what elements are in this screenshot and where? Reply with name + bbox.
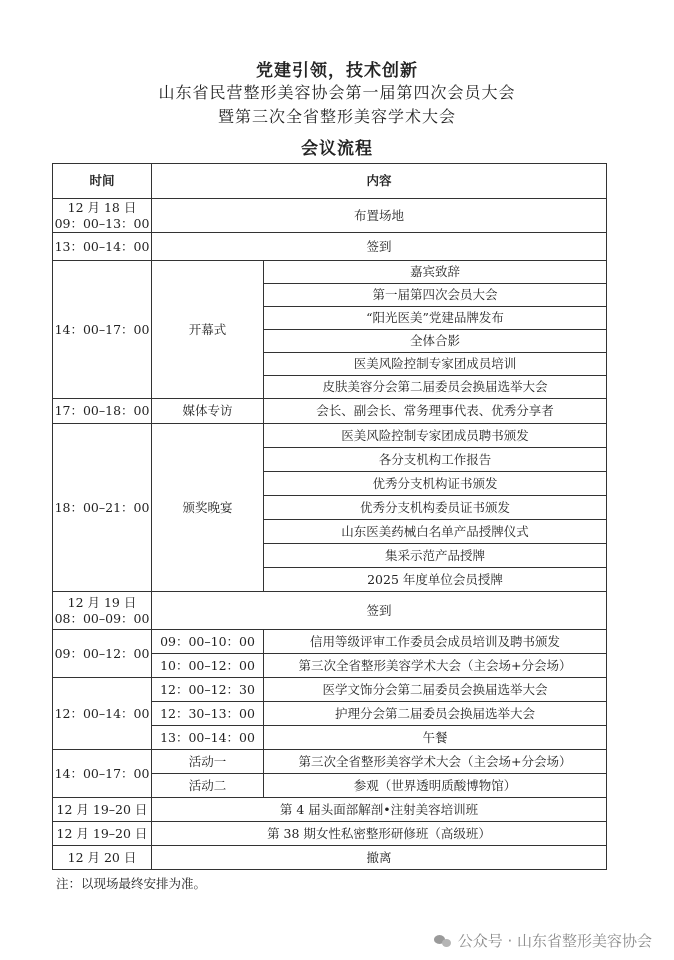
time-cell: 17：00–18：00 [53, 399, 152, 424]
wechat-icon [434, 934, 452, 948]
content-cell: 第 4 届头面部解剖•注射美容培训班 [152, 798, 607, 822]
content-cell: 全体合影 [264, 330, 607, 353]
session-label: 开幕式 [152, 261, 264, 399]
content-cell: 午餐 [264, 726, 607, 750]
meeting-subtitle: 暨第三次全省整形美容学术大会 [217, 107, 456, 126]
time-cell: 18：00–21：00 [53, 424, 152, 592]
watermark [434, 930, 652, 951]
sub-time-cell: 12：30–13：00 [152, 702, 264, 726]
time-cell: 14：00–17：00 [53, 261, 152, 399]
table-row [53, 798, 607, 822]
time-cell: 09：00–12：00 [53, 630, 152, 678]
content-cell: “阳光医美”党建品牌发布 [264, 307, 607, 330]
table-row [53, 822, 607, 846]
watermark-text: 公众号 · 山东省整形美容协会 [457, 932, 652, 950]
table-row [53, 678, 607, 702]
content-cell: 医美风险控制专家团成员培训 [264, 353, 607, 376]
content-cell: 签到 [152, 233, 607, 261]
content-cell: 优秀分支机构委员证书颁发 [264, 496, 607, 520]
content-cell: 第三次全省整形美容学术大会（主会场+分会场） [264, 654, 607, 678]
sub-time-cell: 10：00–12：00 [152, 654, 264, 678]
header-content: 内容 [152, 164, 607, 199]
meeting-title: 山东省民营整形美容协会第一届第四次会员大会 [158, 83, 516, 102]
table-row [53, 261, 607, 284]
content-cell: 医美风险控制专家团成员聘书颁发 [264, 424, 607, 448]
table-row [53, 592, 607, 630]
content-cell: 各分支机构工作报告 [264, 448, 607, 472]
time-cell: 12：00–14：00 [53, 678, 152, 750]
table-row [53, 199, 607, 233]
session-label: 媒体专访 [152, 399, 264, 424]
table-row [53, 630, 607, 654]
table-header-row [53, 164, 607, 199]
sub-time-cell: 13：00–14：00 [152, 726, 264, 750]
time-cell: 12 月 20 日 [53, 846, 152, 870]
content-cell: 参观（世界透明质酸博物馆） [264, 774, 607, 798]
sub-time-cell: 活动一 [152, 750, 264, 774]
content-cell: 会长、副会长、常务理事代表、优秀分享者 [264, 399, 607, 424]
content-cell: 嘉宾致辞 [264, 261, 607, 284]
header-time: 时间 [53, 164, 152, 199]
time-cell: 13：00–14：00 [53, 233, 152, 261]
table-row [53, 399, 607, 424]
content-cell: 山东医美药械白名单产品授牌仪式 [264, 520, 607, 544]
table-row [53, 424, 607, 448]
sub-time-cell: 09：00–10：00 [152, 630, 264, 654]
time-cell: 12 月 18 日 09：00–13：00 [53, 199, 152, 233]
content-cell: 2025 年度单位会员授牌 [264, 568, 607, 592]
content-cell: 撤离 [152, 846, 607, 870]
footnote: 注：以现场最终安排为准。 [56, 876, 207, 891]
time-cell: 12 月 19 日 08：00–09：00 [53, 592, 152, 630]
content-cell: 护理分会第二届委员会换届选举大会 [264, 702, 607, 726]
content-cell: 签到 [152, 592, 607, 630]
content-cell: 第 38 期女性私密整形研修班（高级班） [152, 822, 607, 846]
time-cell: 12 月 19–20 日 [53, 798, 152, 822]
content-cell: 皮肤美容分会第二届委员会换届选举大会 [264, 376, 607, 399]
table-row [53, 750, 607, 774]
sub-time-cell: 活动二 [152, 774, 264, 798]
content-cell: 第三次全省整形美容学术大会（主会场+分会场） [264, 750, 607, 774]
table-row [53, 846, 607, 870]
slogan-title: 党建引领，技术创新 [256, 61, 418, 81]
content-cell: 优秀分支机构证书颁发 [264, 472, 607, 496]
time-cell: 12 月 19–20 日 [53, 822, 152, 846]
agenda-heading: 会议流程 [301, 139, 373, 159]
content-cell: 布置场地 [152, 199, 607, 233]
agenda-table [52, 163, 607, 870]
content-cell: 集采示范产品授牌 [264, 544, 607, 568]
sub-time-cell: 12：00–12：30 [152, 678, 264, 702]
time-cell: 14：00–17：00 [53, 750, 152, 798]
content-cell: 医学文饰分会第二届委员会换届选举大会 [264, 678, 607, 702]
table-row [53, 233, 607, 261]
session-label: 颁奖晚宴 [152, 424, 264, 592]
content-cell: 信用等级评审工作委员会成员培训及聘书颁发 [264, 630, 607, 654]
content-cell: 第一届第四次会员大会 [264, 284, 607, 307]
